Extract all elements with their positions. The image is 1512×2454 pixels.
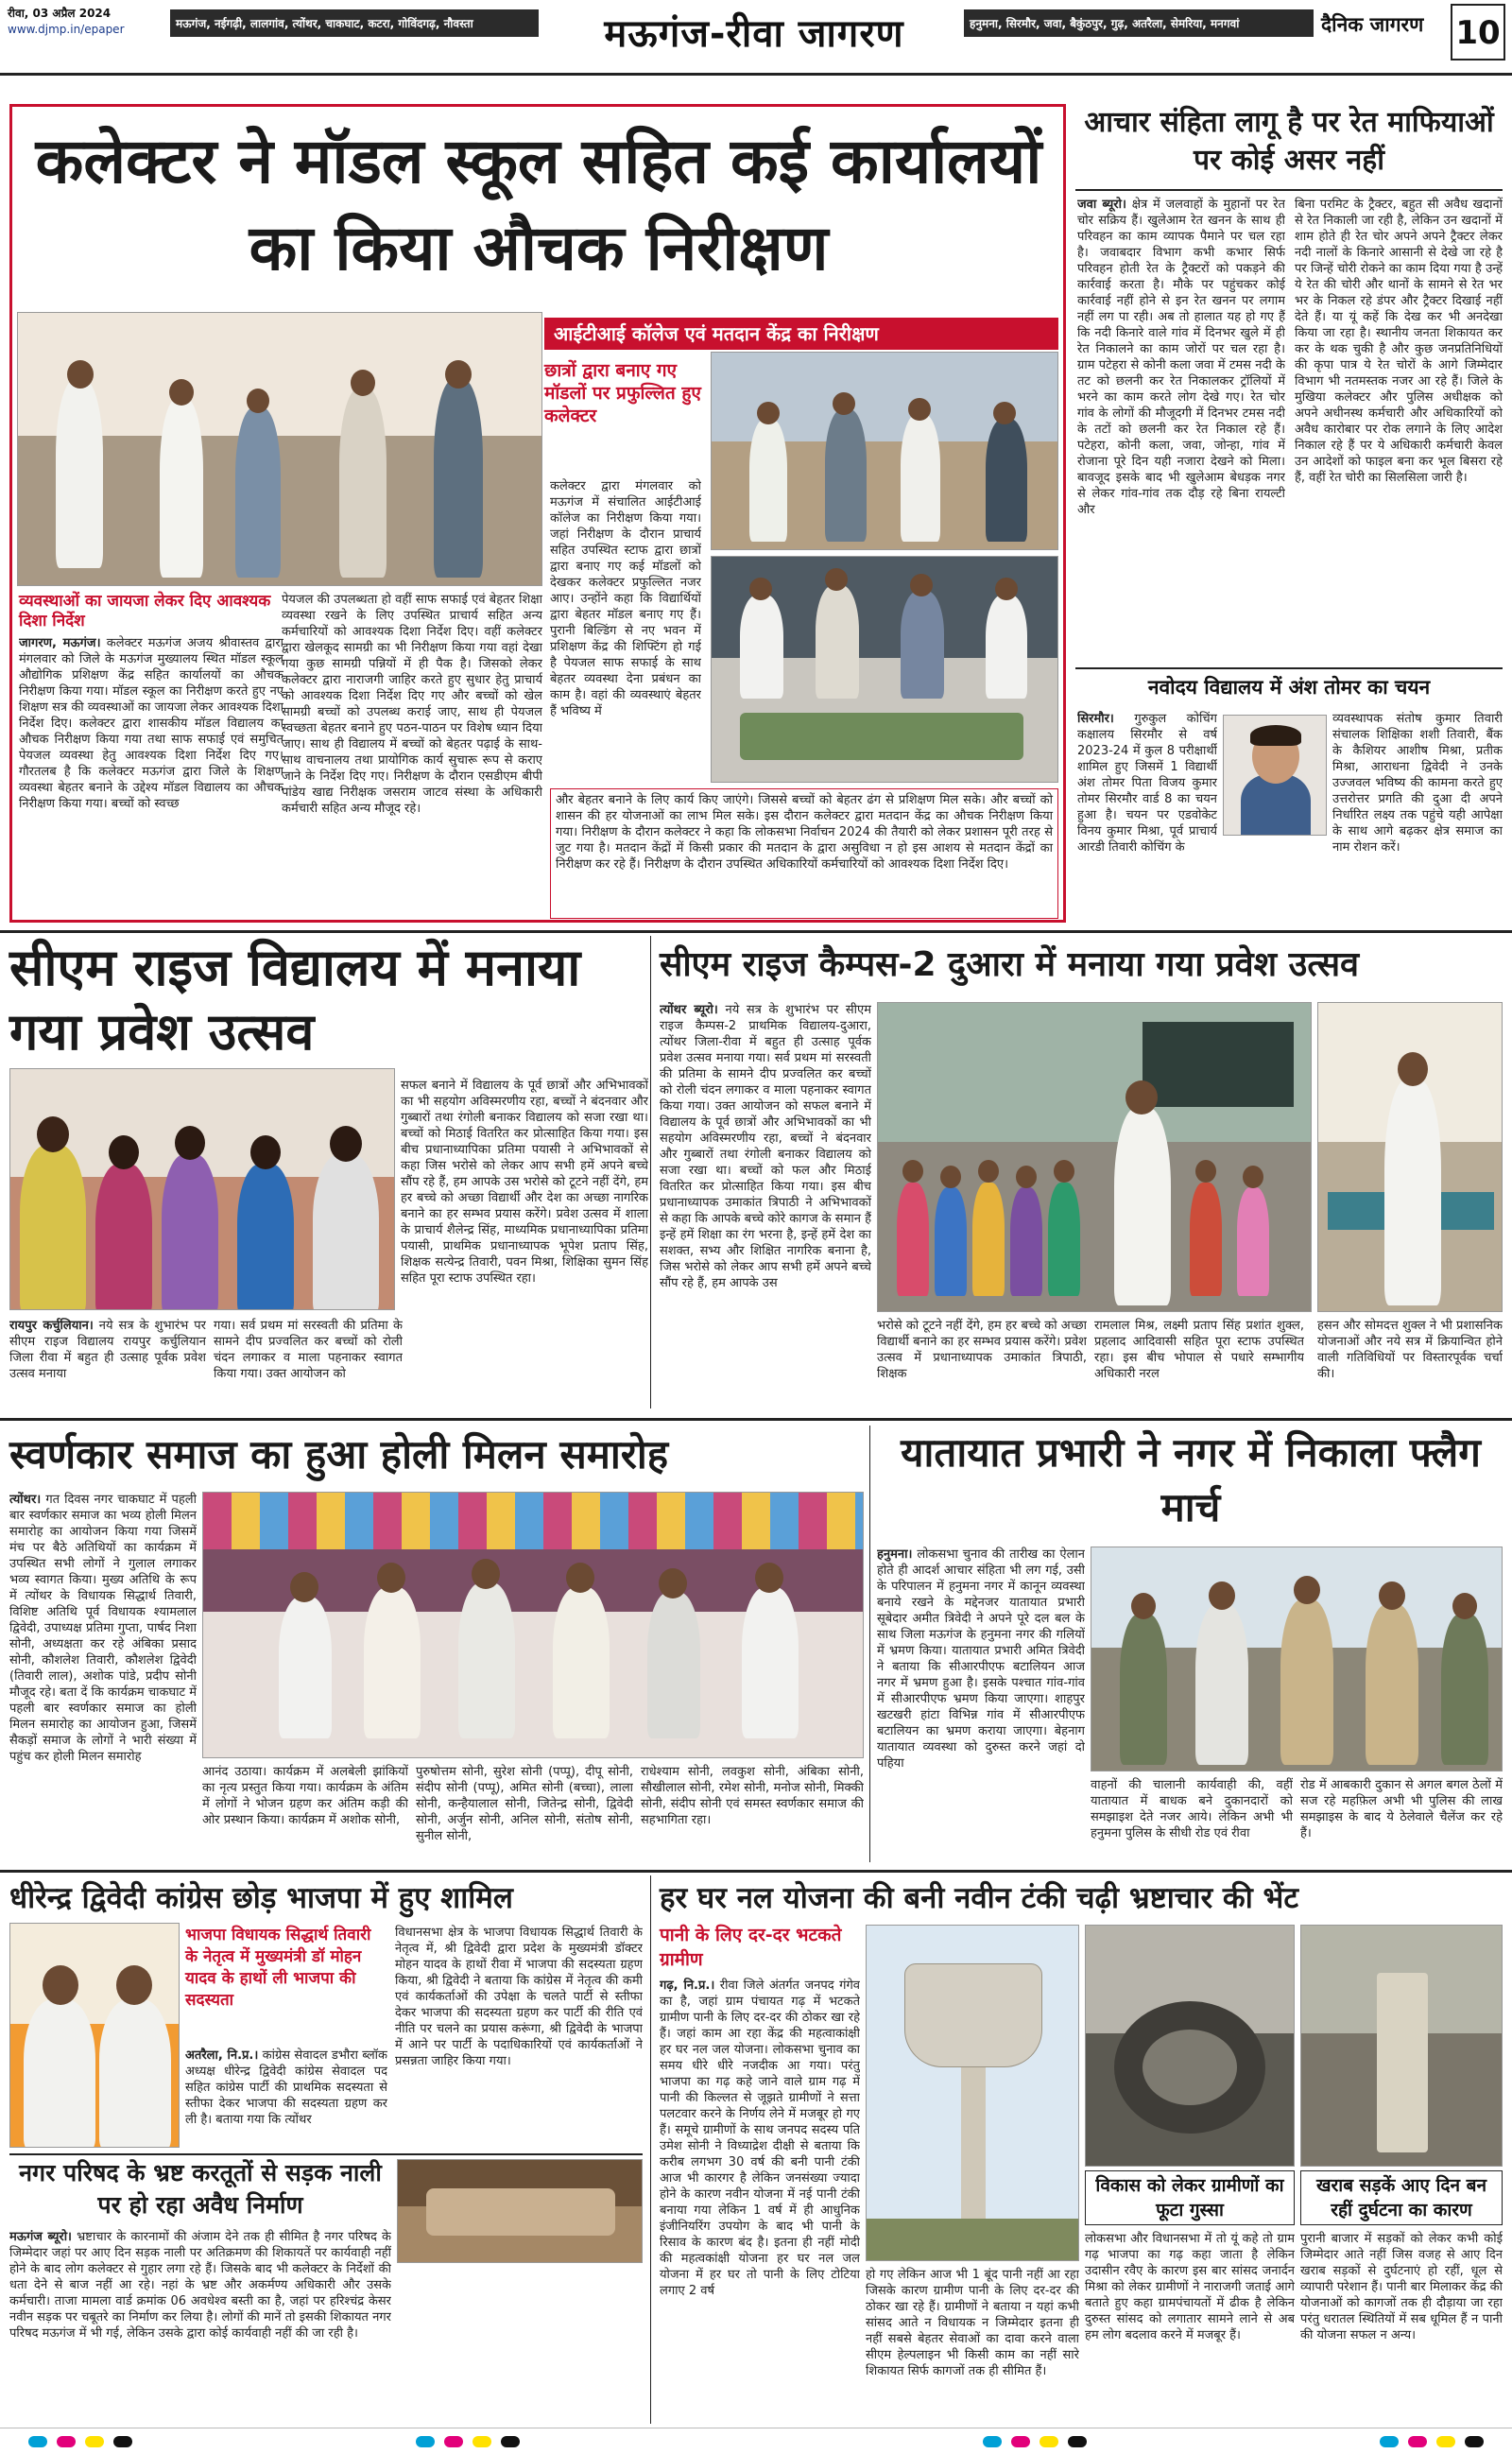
cmrise2-col3: रामलाल मिश्र, लक्ष्मी प्रताप सिंह प्रशांत शुक्ल, प्रहलाद आदिवासी सहित पूरा स्टाफ उपस्थित रहा। इस बीच भोपाल से पधारे सम्भागीय अधिकारी नरल	[1094, 1319, 1304, 1381]
lead-dateline: जागरण, मऊगंज।	[19, 636, 101, 650]
cmrise2-col1-text: नये सत्र के शुभारंभ पर सीएम राइज कैम्पस-2 प्राथमिक विद्यालय-दुआरा, त्योंथर जिला-रीवा में बहुत ही उत्साह पूर्वक प्रवेश उत्सव मनाया गया। सर्व प्रथम मां सरस्वती की प्रतिमा के सामने दीप प्रज्वलित कर बच्चों को रोली चंदन लगाकर व माला पहनाकर स्वागत किया गया। उक्त आयोजन को सफल बनाने में विद्यालय के पूर्व छात्रों और अभिभावकों का भी सहयोग अविस्मरणीय रहा, बच्चों ने बंदनवार और गुब्बारों तथा रंगोली बनाकर विद्यालय को सजा रखा था। बच्चों को फल और मिठाई वितरित कर प्रोत्साहित किया गया। इस बीच प्रधानाध्यापक उमाकांत त्रिपाठी ने अभिभावकों से कहा कि आपके बच्चे कोरे कागज के समान हैं इन्हें हमें शिक्षा का रंग भरना है, इन्हें हमें देश का सशक्त, सभ्य और शिक्षित नागरिक बनाना है, जिस भरोसे को लेकर आप सभी हमें अपने बच्चे सौंप रहे हैं, हम आपके उस	[660, 1003, 871, 1290]
navodaya-headline: नवोदय विद्यालय में अंश तोमर का चयन	[1147, 676, 1431, 699]
nagar-headline: नगर परिषद के भ्रष्ट करतूतों से सड़क नाली पर हो रहा अवैध निर्माण	[19, 2159, 382, 2219]
sand-headline: आचार संहिता लागू है पर रेत माफियाओं पर कोई असर नहीं	[1084, 106, 1494, 177]
lead-bottom: और बेहतर बनाने के लिए कार्य किए जाएंगे। जिससे बच्चों को बेहतर ढंग से प्रशिक्षण मिल सके। और बच्चों को शासन की हर योजनाओं का लाभ मिल सके। इस दौरान कलेक्टर द्वारा मतदान केंद्र का औचक निरीक्षण किया गया। निरीक्षण के दौरान कलेक्टर ने कहा कि लोकसभा निर्वाचन 2024 की तैयारी को लेकर प्रशासन पूरी तरह से जुट गया है। मतदान केंद्रों में किसी प्रकार की मतदान के द्वारा असुविधा न हो इस आशय से मतदान केंद्रों का निरीक्षण कर रहे हैं। निरीक्षण के दौरान उपस्थित अधिकारियों कर्मचारियों को आवश्यक दिशा निर्देश दिए।	[550, 788, 1058, 919]
traffic-dateline: हनुमना।	[877, 1547, 913, 1562]
photo-cmrise2-teacher	[1317, 1002, 1503, 1312]
cmrise2-headline: सीएम राइज कैम्पस-2 दुआरा में मनाया गया प्रवेश उत्सव	[660, 945, 1360, 984]
traffic-col2: वाहनों की चालानी कार्यवाही की, वहीं यातायात में बाधक बने दुकानदारों को समझाइश देते नजर आये। लेकिन अभी भी हनुमना पुलिस के सीधी रोड एवं रीवा	[1091, 1778, 1293, 1840]
tank-col1-text: रीवा जिले अंतर्गत जनपद गंगेव का है, जहां ग्राम पंचायत गढ़ में भटकते ग्रामीण पानी के लिए दर-दर की ठोकर खा रहे हैं। जहां काम आ रहा केंद्र की महत्वाकांक्षी हर घर नल जल योजना। लोकसभा चुनाव का समय धीरे धीरे नजदीक आ गया। परंतु भाजपा का गढ़ कहे जाने वाले ग्राम गढ़ में पानी की किल्लत से जूझते ग्रामीणों ने सत्ता पलटवार करने के निर्णय लेने में मजबूर हो गए हैं। समूचे ग्रामीणों के साथ जनपद सदस्य पति उमेश सोनी ने विध्याद्रेश दीक्षी से बताया कि करीब लगभग 30 वर्ष की बनी पानी टंकी आज भी कारगर है लेकिन जनसंख्या ज्यादा होने के कारण नवीन योजना में नई पानी टंकी बनाया गया लेकिन 1 वर्ष में ही आधुनिक इंजीनियरिंग उपयोग के बाद भी पानी के रिसाव के कारण बंद है। इतना ही नहीं मोदी की महत्वकांक्षी योजना हर घर नल जल योजना में हर घर तो पानी के लिए टोटिया लगाए 2 वर्ष	[660, 1979, 860, 2298]
tank-col2: हो गए लेकिन आज भी 1 बूंद पानी नहीं आ रहा जिसके कारण ग्रामीण पानी के लिए दर-दर की ठोकर खा रहे हैं। ग्रामीणों ने बताया न यहां कभी सांसद आते न विधायक न जिम्मेदार इतना ही नहीं सबसे बेहतर सेवाओं का दावा करने वाला सीएम हेल्पलाइन भी किसी काम का नहीं सारे शिकायत सिर्फ कागजों तक ही सीमित हैं।	[866, 2268, 1079, 2378]
photo-ansh-tomar	[1223, 715, 1327, 836]
holi-col4: राधेश्याम सोनी, लवकुश सोनी, अंबिका सोनी, सौखीलाल सोनी, रमेश सोनी, मनोज सोनी, मिक्की सोनी, संदीप सोनी एवं समस्त स्वर्णकार समाज की सहभागिता रहा।	[641, 1765, 864, 1827]
nagar-col1-text: भ्रष्टाचार के कारनामों की अंजाम देने तक ही सीमित है नगर परिषद के जिम्मेदार जहां पर आए दिन सड़क नाली पर अतिक्रमण की शिकायतें पर कार्यवाही नहीं होने के बाद लोग कलेक्टर से गुहार लगा रहे हैं। जिसके बाद भी कलेक्टर के निर्देशों की धता देने से बाज नहीं आ रहे। नहां के भ्रष्ट और अकर्मण्य अधिकारी और उसके कर्मचारी। ताजा मामला वार्ड क्रमांक 06 अवधेश्व बस्ती का है, जहां पर हरिश्चंद्र केसर नवीन सड़क पर चबूतरे का निर्माण कर लिया है। लोगों की मानें तो इसकी शिकायत नगर परिषद मऊगंज में भी गई, लेकिन उसके द्वारा कोई कार्यवाही नहीं की जा रही है।	[9, 2230, 391, 2341]
holi-col1-text: गत दिवस नगर चाकघाट में पहली बार स्वर्णकार समाज का भव्य होली मिलन समारोह का आयोजन किया गया जिसमें मंच पर बैठे अतिथियों का कार्यक्रम में उपस्थित सभी लोगों ने गुलाल लगाकर भव्य स्वागत किया। मुख्य अतिथि के रूप में त्योंथर के विधायक सिद्धार्थ तिवारी, विशिष्ट अतिथि पूर्व विधायक श्यामलाल द्विवेदी, उपाध्यक्ष प्रतिमा गुप्ता, पार्षद निशा सोनी, अध्यक्षता कर रहे अंबिका प्रसाद सोनी, कौशलेश तिवारी, कौशलेश द्विवेदी (तिवारी लाल), अशोक पांडे, प्रदीप सोनी मौजूद रहे। बता दें कि कार्यक्रम चाकघाट में पहली बार स्वर्णकार समाज का होली मिलन समारोह का आयोजन हुआ, जिसमें सैकड़ों समाज के लोगों ने भारी संख्या में पहुंच कर होली मिलन समारोह	[9, 1493, 197, 1764]
tank-headline: हर घर नल योजना की बनी नवीन टंकी चढ़ी भ्रष्टाचार की भेंट	[660, 1881, 1298, 1915]
photo-cmrise2-classroom	[877, 1002, 1312, 1312]
cmrise1-dateline: रायपुर कर्चुलियान।	[9, 1319, 94, 1333]
header-brand: दैनिक जागरण	[1321, 13, 1424, 36]
tank-subhead: पानी के लिए दर-दर भटकते ग्रामीण	[660, 1925, 842, 1970]
nagar-dateline: मऊगंज ब्यूरो।	[9, 2230, 72, 2244]
masthead: मऊगंज-रीवा जागरण	[604, 12, 904, 56]
cmrise2-dateline: त्योंथर ब्यूरो।	[660, 1003, 718, 1017]
page-number: 10	[1451, 4, 1505, 60]
cmrise2-col2: भरोसे को टूटने नहीं देंगे, हम हर बच्चे को अच्छा विद्यार्थी बनाने का हर सम्भव प्रयास करेंगे। प्रवेश उत्सव में प्रधानाध्यापक उमाकांत त्रिपाठी, शिक्षक	[877, 1319, 1087, 1381]
bjp-col1	[185, 2048, 387, 2150]
cmrise2-col4: हसन और सोमदत्त शुक्ल ने भी प्रशासनिक योजनाओं और नये सत्र में क्रियान्वित होने वाली गतिविधियों पर विस्तारपूर्वक चर्चा की।	[1317, 1319, 1503, 1381]
lead-kicker: आईटीआई कॉलेज एवं मतदान केंद्र का निरीक्षण	[544, 318, 1058, 350]
sand-dateline: जवा ब्यूरो।	[1077, 198, 1126, 212]
photo-holi-stage	[202, 1492, 864, 1758]
photo-dhirendra-dwivedi	[9, 1923, 180, 2148]
photo-model-school	[17, 312, 542, 586]
photo-water-tank	[866, 1925, 1079, 2261]
holi-dateline: त्योंथर।	[9, 1493, 42, 1507]
registration-strip	[0, 2428, 1512, 2454]
cmrise1-col3: सफल बनाने में विद्यालय के पूर्व छात्रों और अभिभावकों का भी सहयोग अविस्मरणीय रहा, बच्चों ने बंदनवार और गुब्बारों तथा रंगोली बनाकर विद्यालय को सजा रखा था। बच्चों को मिठाई वितरित कर प्रोत्साहित किया गया। इस बीच प्रधानाध्यापिका प्रतिमा पयासी ने अभिभावकों से कहा जिस भरोसे को लेकर आप सभी हमें अपने बच्चे सौंप रहे हैं, हम आपके उस भरोसे को टूटने नहीं देंगे, हम हर बच्चे को अच्छा विद्यार्थी और देश का अच्छा नागरिक बनाने का हर सम्भव प्रयास करेंगे। प्रवेश उत्सव में शाला के प्राचार्य शैलेन्द्र सिंह, माध्यमिक प्रधानाध्यापिका प्रतिमा पयासी, प्राथमिक प्रधानाध्यापक भूपेश प्रताप सिंह, शिक्षक सत्येन्द्र तिवारी, पवन मिश्रा, शिक्षिका सुमन सिंह सहित पूरा स्टाफ उपस्थित रहा।	[401, 1079, 648, 1286]
traffic-col1-text: लोकसभा चुनाव की तारीख का ऐलान होते ही आदर्श आचार संहिता भी लग गई, उसी के परिपालन में हनुमना नगर में कानून व्यवस्था बनाये रखने के मद्देनजर यातायात प्रभारी सूबेदार अमीत त्रिवेदी ने अपने पूरे दल बल के साथ जिला मऊगंज के हनुमना नगर की गलियों में भ्रमण किया। यातायात प्रभारी अमित त्रिवेदी ने बताया कि सीआरपीएफ बटालियन आज नगर में भ्रमण हुआ है। इसके पश्चात गांव-गांव में सीआरपीएफ भ्रमण किया जाएगा। शाहपुर खटखरी हांटा विभिन्न गांव में सीआरपीएफ बटालियन का भ्रमण कराया जाएगा। बेहनाग यातायात व्यवस्था को दुरुस्त करने जहां दो पहिया	[877, 1547, 1085, 1771]
traffic-headline: यातायात प्रभारी ने नगर में निकाला फ्लैग मार्च	[901, 1429, 1481, 1530]
photo-iti-college	[711, 352, 1058, 550]
holi-col2: आनंद उठाया। कार्यक्रम में अलबेली झांकियों का नृत्य प्रस्तुत किया गया। कार्यक्रम के अंतिम में लोगों ने भोजन ग्रहण कर अंतिम कड़ी की ओर प्रस्थान किया। कार्यक्रम में अशोक सोनी,	[202, 1765, 408, 1827]
cmrise1-col1	[9, 1318, 206, 1412]
photo-nagar-road	[397, 2159, 643, 2263]
lead-col2: पेयजल की उपलब्धता हो वहीं साफ सफाई एवं बेहतर शिक्षा व्यवस्था रखने के लिए उपस्थित प्राचार्य सहित अन्य कर्मचारियों को आवश्यक दिशा निर्देश दिए। वहीं कलेक्टर द्वारा खेलकूद सामग्री का भी निरीक्षण किया गया वहां देखा गया कुछ सामग्री पन्नियों में ही पैक है। जिसको लेकर कलेक्टर द्वारा नाराजगी जाहिर करते हुए सुधार हेतु प्राचार्य को आवश्यक दिशा निर्देश दिए गए और बच्चों को खेल सामग्री बच्चों को उपलब्ध कराई जाए, साथ ही पेयजल स्वच्छता बेहतर बनाने हुए पठन-पाठन पर विशेष ध्यान दिया जाए। साथ ही विद्यालय में बच्चों को बेहतर पढ़ाई के साथ-साथ वाचनालय तथा प्रायोगिक कार्य सुचारू रूप से कराए जाने के निर्देश दिए गए। निरीक्षण के दौरान एसडीएम बीपी पांडेय खाद्य निरीक्षक जसराम जाटव संस्था के अधिकारी कर्मचारी सहित अन्य मौजूद रहे।	[282, 593, 542, 816]
photo-cmrise1-girls	[9, 1068, 395, 1310]
header-bar	[0, 0, 1512, 76]
traffic-col1	[877, 1547, 1085, 1862]
navodaya-col1-text: गुरुकुल कोचिंग कक्षालय सिरमौर से वर्ष 2023-24 में कुल 8 परीक्षार्थी शामिल हुए जिसमें 1 विद्यार्थी अंश तोमर पिता विजय कुमार तोमर सिरमौर वार्ड 8 का चयन हुआ है। चयन पर एडवोकेट विनय कुमार मिश्रा, पूर्व प्राचार्य आरडी तिवारी कोचिंग के	[1077, 712, 1217, 855]
nagar-col1	[9, 2229, 391, 2418]
lead-subhead-left: व्यवस्थाओं का जायजा लेकर दिए आवश्यक दिशा निर्देश	[19, 592, 271, 631]
bjp-subhead: भाजपा विधायक सिद्धार्थ तिवारी के नेतृत्व में मुख्यमंत्री डॉ मोहन यादव के हाथों ली भाजपा की सदस्यता	[185, 1926, 371, 2010]
tank-caption2: खराब सड़कें आए दिन बन रहीं दुर्घटना का कारण	[1300, 2170, 1503, 2225]
cmrise1-headline: सीएम राइज विद्यालय में मनाया गया प्रवेश उत्सव	[9, 938, 581, 1062]
header-date: रीवा, 03 अप्रैल 2024	[8, 7, 112, 20]
bjp-headline: धीरेन्द्र द्विवेदी कांग्रेस छोड़ भाजपा में हुए शामिल	[9, 1881, 513, 1915]
header-website[interactable]: www.djmp.in/epaper	[8, 23, 125, 36]
tank-col3: लोकसभा और विधानसभा में तो यूं कहे तो ग्राम गढ़ भाजपा का गढ़ कहा जाता है लेकिन उदासीन रवैए के कारण इस बार सांसद जनार्दन मिश्रा को लेकर ग्रामीणों ने नाराजगी जताई आगे बताते हुए कहा ग्रामपंचायतों में ढीक है लेकिन दुरुस्त सांसद को लगातार सामने लाने से अब हम लोग बदलाव करने में मजबूर हैं।	[1085, 2232, 1295, 2342]
header-towns-right: हनुमना, सिरमौर, जवा, बैकुंठपुर, गुढ़, अतरैला, सेमरिया, मनगवां	[964, 9, 1314, 37]
tank-col4: पुरानी बाजार में सड़कों को लेकर कभी कोई जिम्मेदार आते नहीं जिस वजह से आए दिन खराब सड़कों से दुर्घटनाएं हो रहीं, धूल से व्यापारी परेशान हैं। पानी बार मिलाकर केंद्र की योजनाओं को कागजों तक ही दौड़ाया जा रहा परंतु धरातल स्थितियों में सब धूमिल हैं न पानी की योजना सफल न अन्य।	[1300, 2232, 1503, 2342]
bjp-dateline: अतरैला, नि.प्र.।	[185, 2048, 259, 2063]
tank-caption1: विकास को लेकर ग्रामीणों का फूटा गुस्सा	[1085, 2170, 1295, 2225]
navodaya-col1	[1077, 711, 1217, 919]
cmrise1-col1-text: नये सत्र के शुभारंभ पर सीएम राइज विद्यालय रायपुर कर्चुलियान जिला रीवा में बहुत ही उत्साह पूर्वक प्रवेश उत्सव मनाया	[9, 1319, 206, 1381]
tank-col1	[660, 1978, 860, 2422]
bjp-col2: विधानसभा क्षेत्र के भाजपा विधायक सिद्धार्थ तिवारी के नेतृत्व में, श्री द्विवेदी द्वारा प्रदेश के मुख्यमंत्री डॉक्टर मोहन यादव के हाथों रीवा में भाजपा की सदस्यता ग्रहण किया, श्री द्विवेदी ने बताया कि कांग्रेस में नेतृत्व की कमी एवं कार्यकर्ताओं की उपेक्षा के चलते पार्टी से स्तीफा देकर भाजपा की सदस्यता ग्रहण कर पार्टी की रीति एवं नीति पर चलने का प्रयास करूंगा, श्री द्विवेदी के भाजपा में आने पर पार्टी के पदाधिकारियों एवं कार्यकर्ताओं ने प्रसन्नता जाहिर किया गया।	[395, 1926, 643, 2068]
holi-headline: स्वर्णकार समाज का हुआ होली मिलन समारोह	[9, 1431, 669, 1478]
holi-col3: पुरुषोत्तम सोनी, सुरेश सोनी (पप्पू), दीपू सोनी, संदीप सोनी (पप्पू), अमित सोनी (बच्चा), लाला सोनी, कन्हैयालाल सोनी, जितेन्द्र सोनी, द्विवेदी सोनी, अर्जुन सोनी, अनिल सोनी, संतोष सोनी, सुनील सोनी,	[416, 1765, 633, 1843]
photo-bad-road	[1300, 1925, 1503, 2167]
navodaya-col2: व्यवस्थापक संतोष कुमार तिवारी संचालक शिक्षिका शशी तिवारी, बैंक के कैशियर आशीष मिश्रा, प्रतीक मिश्रा, आराधना द्विवेदी ने उनके उज्जवल भविष्य की कामना करते हुए उत्तरोत्तर प्रगति की दुआ दी अपने निर्धारित लक्ष्य तक पहुंचे यही आपेक्षा के साथ आगे बढ़कर क्षेत्र समाज का नाम रोशन करें।	[1332, 712, 1503, 855]
lead-col3: कलेक्टर द्वारा मंगलवार को मऊगंज में संचालित आईटीआई कॉलेज का निरीक्षण किया गया। जहां निरीक्षण के दौरान प्राचार्य सहित उपस्थित स्टाफ द्वारा छात्रों द्वारा बनाए गए कई मॉडलों को देखकर कलेक्टर प्रफुल्लित नजर आए। उन्होंने कहा कि विद्यार्थियों द्वारा बेहतर मॉडल बनाए गए हैं। पुरानी बिल्डिंग से नए भवन में प्रशिक्षण केंद्र की शिफ्टिंग हो गई है पेयजल साफ सफाई के साथ बेहतर व्यवस्था देना प्रबंधन का काम है। वहां की व्यवस्थाएं बेहतर हैं भविष्य में	[550, 479, 701, 718]
photo-villagers-angry	[1085, 1925, 1295, 2167]
lead-subhead-red: छात्रों द्वारा बनाए गए मॉडलों पर प्रफुल्लित हुए कलेक्टर	[544, 360, 701, 426]
sand-col2: बिना परमिट के ट्रैक्टर, बहुत सी अवैध खदानों से रेत निकाली जा रही है, लेकिन उन खदानों में शाम होते ही रेत चोर अपने अपने ट्रैक्टर लेकर नदी नालों के किनारे आसानी से देखे जा रहे है पर जिन्हें चोरी रोकने का काम दिया गया है उन्हें ये रेत की चोरी और थानों के सामने से रेत भर भर के निकल रहे डंपर और ट्रैक्टर दिखाई नहीं देते हैं। या यूं कहें कि देख कर भी अनदेखा किया जा रहा है। स्थानीय जनता शिकायत कर कर के थक चुकी है और कुछ जनप्रतिनिधियों की कृपा पात्र ये रेत चोरों के आगे जिम्मेदार विभाग भी नतमस्तक नजर आ रहे हैं। जिले के मुखिया कलेक्टर और पुलिस अधीक्षक को अपने अधीनस्थ कर्मचारी और अधिकारियों को अवैध कारोबार पर रोक लगाने के लिए आदेश निकाल रहे हैं पर ये अधिकारी कर्मचारी केवल उन आदेशों को फाइल बना कर भूल बिसरा रहे हैं, वहीं रेत चोरी का सिलसिला जारी है।	[1295, 198, 1503, 485]
lead-headline: कलेक्टर ने मॉडल स्कूल सहित कई कार्यालयों का किया औचक निरीक्षण	[35, 125, 1042, 285]
header-towns-left: मऊगंज, नईगढ़ी, लालगांव, त्योंथर, चाकघाट, कटरा, गोविंदगढ़, नौवस्ता	[170, 9, 539, 37]
tank-dateline: गढ़, नि.प्र.।	[660, 1979, 715, 1993]
cmrise1-col2: गया। सर्व प्रथम मां सरस्वती की प्रतिमा के सामने दीप प्रज्वलित कर बच्चों को रोली चंदन लगाकर व माला पहनाकर स्वागत किया गया। उक्त आयोजन को	[214, 1319, 403, 1381]
cmrise2-col1	[660, 1002, 871, 1314]
navodaya-dateline: सिरमौर।	[1077, 712, 1114, 726]
holi-col1	[9, 1492, 197, 1860]
lead-col1-text: कलेक्टर मऊगंज अजय श्रीवास्तव द्वारा मंगलवार को जिले के मऊगंज मुख्यालय स्थित मॉडल स्कूल औद्योगिक प्रशिक्षण केंद्र सहित कार्यालयों का औचक निरीक्षण किया गया। मॉडल स्कूल का निरीक्षण करते हुए नए शिक्षण सत्र की व्यवस्थाओं का जायजा लेकर आवश्यक दिशा निर्देश दिए। कलेक्टर द्वारा शासकीय मॉडल विद्यालय का औचक निरीक्षण किया गया तथा साफ सफाई एवं समुचित पेयजल व्यवस्था हेतु आवश्यक दिशा निर्देश दिए गए। गौरतलब है कि कलेक्टर मऊगंज द्वारा जिले के शिक्षण व्यवस्था बेहतर बनाने के उद्देश्य मॉडल विद्यालय का औचक निरीक्षण किया गया। बच्चों को स्वच्छ	[19, 636, 284, 811]
bjp-col1-text: कांग्रेस सेवादल डभौरा ब्लॉक अध्यक्ष धीरेन्द्र द्विवेदी कांग्रेस सेवादल पद सहित कांग्रेस पार्टी की प्राथमिक सदस्यता से स्तीफा देकर भाजपा की सदस्यता ग्रहण कर ली है। बताया गया कि त्योंथर	[185, 2048, 387, 2127]
photo-iti-models	[711, 556, 1058, 783]
sand-col1-text: क्षेत्र में जलवाहों के मुहानों पर रेत चोर सक्रिय हैं। खुलेआम रेत खनन के साथ ही परिवहन का काम व्यापक पैमाने पर चल रहा है। जवाबदार विभाग कभी कभार सिर्फ परिवहन होती रेत के ट्रैक्टरों को पकड़ने की कार्रवाई करता है। मौके पर पहुंचकर कोई कार्रवाई नहीं होने से इन रेत खनन पर लगाम नहीं लग पा रही। अब तो हालात यह हो गए हैं कि नदी किनारे वाले गांव में दिनभर खुले में ही रेत निकालने का काम जोरों पर चल रहा है। ग्राम पटेहरा से कोनी कला जवा में टमस नदी के तट को छलनी कर रेत निकालकर ट्रॉलियों में भरने का काम करते लोग देखे गए। रेत चोर गांव के लोगों की मौजूदगी में दिनभर टमस नदी के तटों को छलनी कर रेत निकाल रहे हैं। पटेहरा, कोनी कला, जवा, जोन्हा, गांव में रोजाना पूरे दिन यही नजारा देखने को मिला। बावजूद इसके बाद भी खुलेआम बेधड़क नगर से लेकर गांव-गांव तक दौड़ रहे बिना रायल्टी और	[1077, 198, 1285, 517]
traffic-col3: रोड में आबकारी दुकान से अगल बगल ठेलों में सज रहे महफ़िल अभी भी पुलिस की लाख समझाइस के बाद ये ठेलेवाले चैलेंज कर रहे हैं।	[1300, 1778, 1503, 1840]
lead-col1	[19, 635, 284, 919]
photo-flag-march	[1091, 1547, 1503, 1771]
sand-col1	[1077, 197, 1285, 662]
